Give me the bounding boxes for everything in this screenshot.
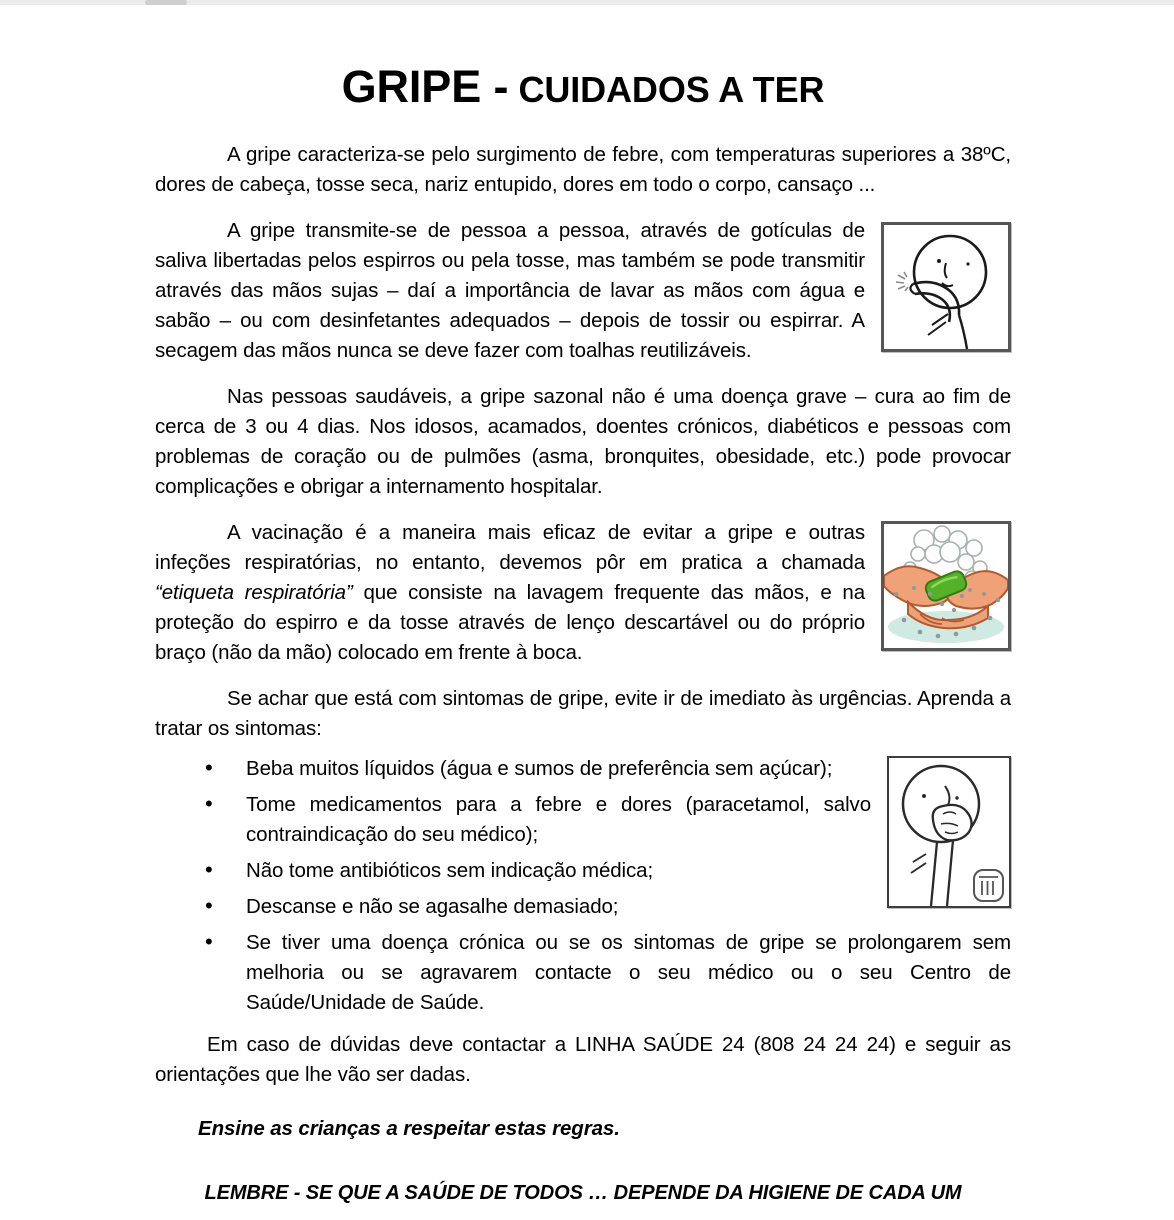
- sneeze-into-elbow-icon: [884, 225, 1008, 349]
- sneeze-into-elbow-illustration: [881, 222, 1011, 352]
- footer-reminder: LEMBRE - SE QUE A SAÚDE DE TODOS … DEPENDE DA HIGIENE DE CADA UM: [204, 1181, 962, 1204]
- bullet-icon: •: [205, 928, 213, 954]
- page-title: [155, 62, 1011, 112]
- teach-children-note: Ensine as crianças a respeitar estas regras.: [198, 1116, 620, 1140]
- list-item-text: Não tome antibióticos sem indicação médica;: [246, 858, 654, 882]
- respiratory-etiquette-term: “etiqueta respiratória”: [155, 580, 353, 604]
- page-title-sub: CUIDADOS A TER: [518, 69, 825, 110]
- bullet-icon: •: [205, 754, 213, 780]
- list-item-text: Descanse e não se agasalhe demasiado;: [246, 894, 619, 918]
- top-scrollbar: [0, 0, 1174, 5]
- paragraph-risk-groups: Nas pessoas saudáveis, a gripe sazonal não é uma doença grave – cura ao fim de cerca de 3 ou 4 dias. Nos idosos, acamados, doentes crónicos, diabéticos e pessoas com problemas de coração ou de pulmões (asma, bronquites, obesidade, etc.) pode provocar complicações e obrigar a internamento hospitalar.: [155, 384, 1011, 498]
- list-item-fever-medicine: [155, 790, 1011, 850]
- list-item-chronic-disease: [155, 928, 1011, 1018]
- page-title-main: GRIPE -: [341, 61, 509, 112]
- paragraph-flu-definition: A gripe caracteriza-se pelo surgimento de febre, com temperaturas superiores a 38ºC, dores de cabeça, tosse seca, nariz entupido, dores em todo o corpo, cansaço ...: [155, 142, 1011, 196]
- list-item-drink-liquids: [155, 754, 1011, 784]
- paragraph-transmission-block: [155, 216, 1011, 382]
- list-item-rest: [155, 892, 1011, 922]
- vaccination-text-post: que consiste na lavagem frequente das mãos, e na proteção do espirro e da tosse através de lenço descartável ou do próprio braço (não da mão) colocado em frente à boca.: [155, 580, 865, 664]
- bullet-icon: •: [205, 892, 213, 918]
- paragraph-health-line: Em caso de dúvidas deve contactar a LINHA SAÚDE 24 (808 24 24 24) e seguir as orientações que lhe vão ser dadas.: [155, 1032, 1011, 1086]
- hand-washing-icon: [884, 524, 1008, 648]
- paragraph-symptoms-advice: Se achar que está com sintomas de gripe, evite ir de imediato às urgências. Aprenda a tratar os sintomas:: [155, 686, 1011, 740]
- list-item-text: Tome medicamentos para a febre e dores (paracetamol, salvo contraindicação do seu médico);: [246, 792, 871, 846]
- symptom-care-list: [155, 754, 1011, 1024]
- top-scrollbar-thumb[interactable]: [145, 0, 187, 5]
- list-item-text: Beba muitos líquidos (água e sumos de preferência sem açúcar);: [246, 756, 833, 780]
- vaccination-text-pre: A vacinação é a maneira mais eficaz de evitar a gripe e outras infeções respiratórias, no entanto, devemos pôr em pratica a chamada: [155, 520, 865, 574]
- hand-washing-illustration: [881, 521, 1011, 651]
- bullet-icon: •: [205, 856, 213, 882]
- paragraph-vaccination-block: [155, 518, 1011, 684]
- document-content: [155, 62, 1011, 1220]
- list-item-no-antibiotics: [155, 856, 1011, 886]
- bullet-icon: •: [205, 790, 213, 816]
- paragraph-transmission: A gripe transmite-se de pessoa a pessoa, através de gotículas de saliva libertadas pelos espirros ou pela tosse, mas também se pode transmitir através das mãos sujas – daí a importância de lavar as mãos com água e sabão – ou com desinfetantes adequados – depois de tossir ou espirrar. A secagem das mãos nunca se deve fazer com toalhas reutilizáveis.: [155, 218, 865, 362]
- list-item-text: Se tiver uma doença crónica ou se os sintomas de gripe se prolongarem sem melhoria ou se agravarem contacte o seu médico ou o seu Centro de Saúde/Unidade de Saúde.: [246, 930, 1011, 1014]
